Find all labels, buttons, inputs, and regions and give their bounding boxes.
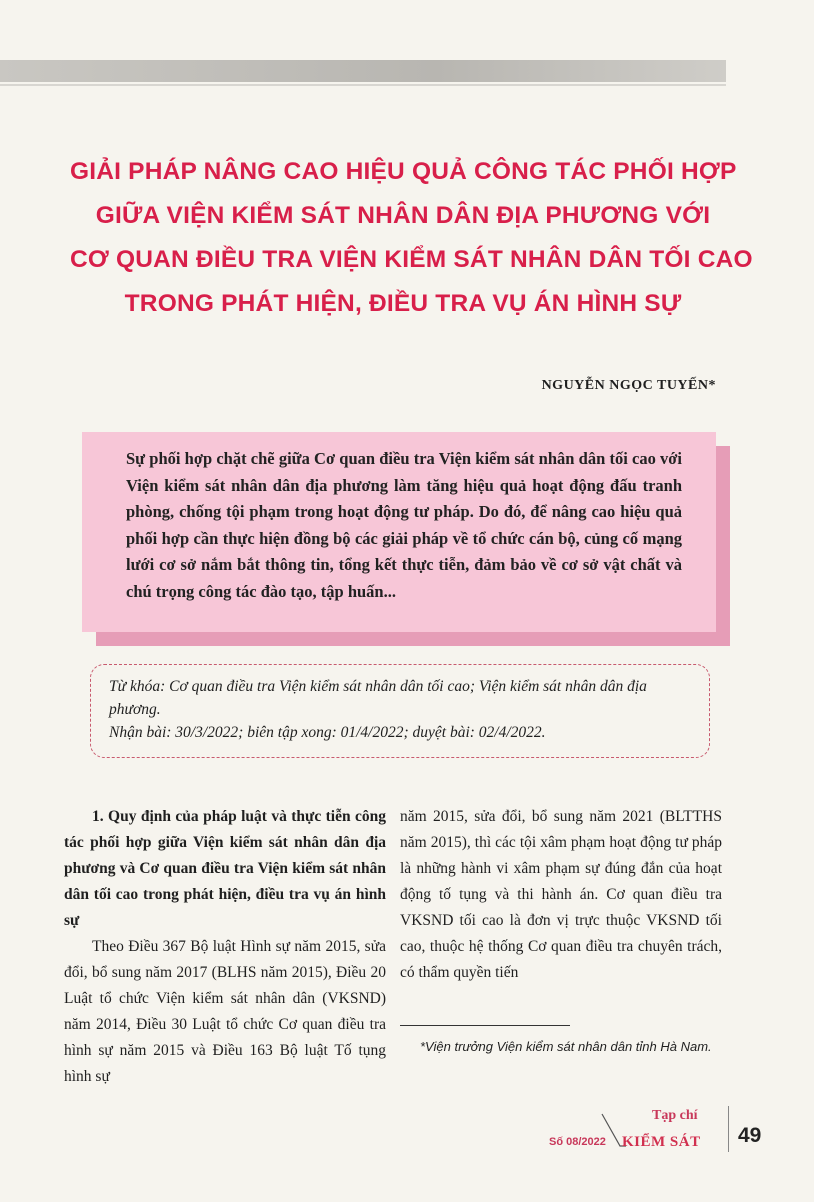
abstract-text: Sự phối hợp chặt chẽ giữa Cơ quan điều tra Viện kiểm sát nhân dân tối cao với Viện kiểm sát nhân dân địa phương làm tăng hiệu quả hoạt động đấu tranh phòng, chống tội phạm trong hoạt động tư pháp. Do đó, để nâng cao hiệu quả phối hợp cần thực hiện đồng bộ các giải pháp về tổ chức cán bộ, củng cố mạng lưới cơ sở nắm bắt thông tin, tổng kết thực tiễn, đảm bảo về cơ sở vật chất và chú trọng công tác đào tạo, tập huấn...	[126, 449, 682, 601]
header-band	[0, 60, 726, 82]
footnote: *Viện trưởng Viện kiểm sát nhân dân tỉnh Hà Nam.	[420, 1039, 712, 1054]
keywords-box	[90, 664, 710, 758]
column-left	[64, 804, 386, 1090]
page-number: 49	[738, 1124, 762, 1147]
dates-text: Nhận bài: 30/3/2022; biên tập xong: 01/4/2022; duyệt bài: 02/4/2022.	[109, 724, 546, 741]
footer-journal-name: KIỂM SÁT	[622, 1134, 701, 1150]
footer-divider	[728, 1106, 729, 1152]
section-heading: 1. Quy định của pháp luật và thực tiễn công tác phối hợp giữa Viện kiểm sát nhân dân địa phương và Cơ quan điều tra Viện kiểm sát nhân dân tối cao trong phát hiện, điều tra vụ án hình sự	[64, 808, 386, 929]
footer-issue: Số 08/2022	[549, 1136, 606, 1148]
keywords-text: Từ khóa: Cơ quan điều tra Viện kiểm sát nhân dân tối cao; Viện kiểm sát nhân dân địa phương.	[109, 678, 647, 718]
footer-tap-chi: Tạp chí	[652, 1108, 698, 1123]
author: NGUYỄN NGỌC TUYẾN*	[541, 378, 716, 393]
header-band-line	[0, 84, 726, 86]
article-title	[70, 150, 753, 326]
body-paragraph-1: Theo Điều 367 Bộ luật Hình sự năm 2015, sửa đổi, bổ sung năm 2017 (BLHS năm 2015), Điều 20 Luật tổ chức Viện kiểm sát nhân dân (VKSND) năm 2014, Điều 30 Luật tổ chức Cơ quan điều tra hình sự năm 2015 và Điều 163 Bộ luật Tố tụng hình sự	[64, 938, 386, 1085]
column-right	[400, 804, 722, 986]
footnote-divider	[400, 1025, 570, 1026]
title-line-1: GIẢI PHÁP NÂNG CAO HIỆU QUẢ CÔNG TÁC PHỐI HỢP	[70, 158, 737, 185]
abstract-box	[82, 432, 716, 632]
body-paragraph-2: năm 2015, sửa đổi, bổ sung năm 2021 (BLTTHS năm 2015), thì các tội xâm phạm hoạt động tư pháp là những hành vi xâm phạm sự đúng đắn của hoạt động tố tụng và thi hành án. Cơ quan điều tra VKSND tối cao là đơn vị trực thuộc VKSND tối cao, thuộc hệ thống Cơ quan điều tra chuyên trách, có thẩm quyền tiến	[400, 808, 722, 981]
title-line-3: CƠ QUAN ĐIỀU TRA VIỆN KIỂM SÁT NHÂN DÂN TỐI CAO	[70, 246, 753, 273]
title-line-4: TRONG PHÁT HIỆN, ĐIỀU TRA VỤ ÁN HÌNH SỰ	[124, 290, 682, 317]
title-line-2: GIỮA VIỆN KIỂM SÁT NHÂN DÂN ĐỊA PHƯƠNG VỚI	[95, 202, 711, 229]
